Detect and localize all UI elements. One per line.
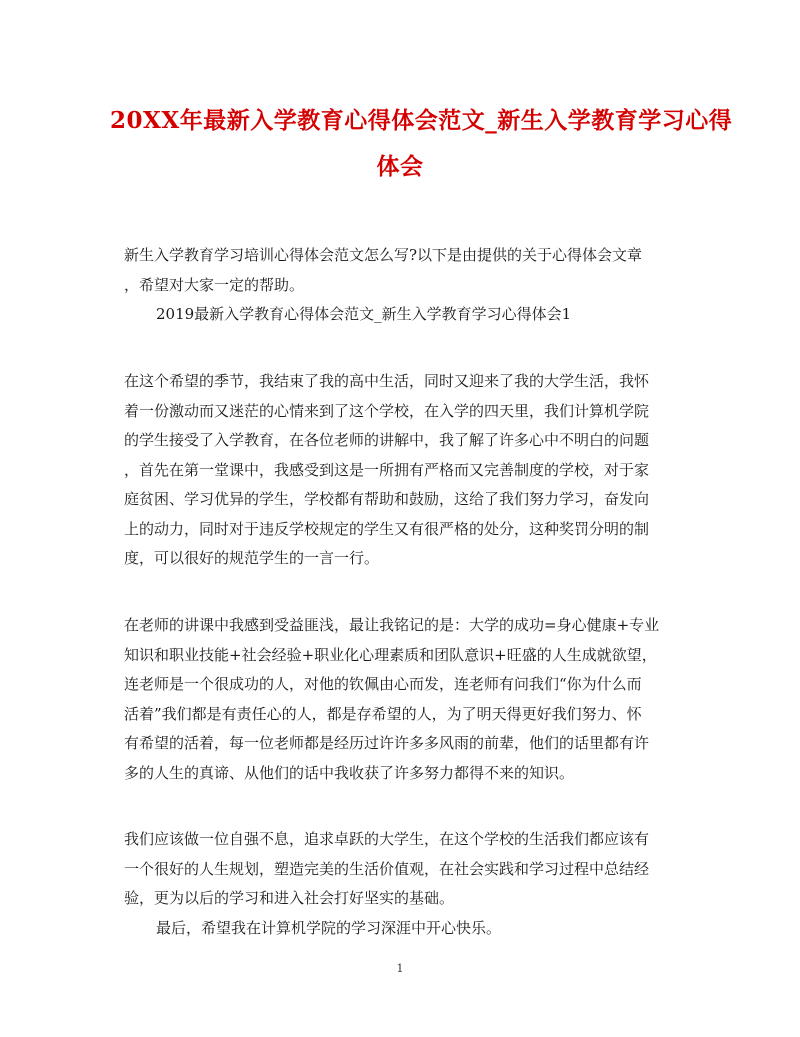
page-number: 1 bbox=[396, 962, 404, 975]
paragraph-line: 验，更为以后的学习和进入社会打好坚实的基础。 bbox=[124, 889, 455, 907]
paragraph-line: 度，可以很好的规范学生的一言一行。 bbox=[124, 549, 380, 567]
intro-paragraph bbox=[124, 241, 684, 330]
paragraph-line: 的学生接受了入学教育，在各位老师的讲解中，我了解了许多心中不明白的问题 bbox=[124, 431, 650, 449]
paragraph-line: 我们应该做一位自强不息，追求卓跃的大学生，在这个学校的生活我们都应该有 bbox=[124, 830, 650, 848]
paragraph-2 bbox=[124, 611, 684, 788]
intro-line: ，希望对大家一定的帮助。 bbox=[124, 275, 305, 294]
paragraph-1 bbox=[124, 367, 684, 574]
paragraph-line: 上的动力，同时对于违反学校规定的学生又有很严格的处分，这种奖罚分明的制 bbox=[124, 519, 650, 538]
paragraph-line: ，首先在第一堂课中，我感受到这是一所拥有严格而又完善制度的学校，对于家 bbox=[124, 460, 650, 479]
document-title bbox=[110, 98, 733, 190]
paragraph-line: 一个很好的人生规划，塑造完美的生活价值观，在社会实践和学习过程中总结经 bbox=[124, 859, 650, 878]
paragraph-line: 活着”我们都是有责任心的人，都是存希望的人，为了明天得更好我们努力、怀 bbox=[124, 704, 642, 723]
paragraph-3 bbox=[124, 825, 684, 943]
title-line-1: 20XX年最新入学教育心得体会范文_新生入学教育学习心得 bbox=[110, 107, 733, 134]
title-line-2: 体会 bbox=[376, 153, 424, 180]
paragraph-line: 在老师的讲课中我感到受益匪浅，最让我铭记的是：大学的成功=身心健康+专业 bbox=[124, 616, 660, 634]
paragraph-line: 庭贫困、学习优异的学生，学校都有帮助和鼓励，这给了我们努力学习，奋发向 bbox=[124, 490, 650, 508]
paragraph-line: 多的人生的真谛、从他们的话中我收获了许多努力都得不来的知识。 bbox=[124, 763, 575, 782]
intro-line: 新生入学教育学习培训心得体会范文怎么写?以下是由提供的关于心得体会文章 bbox=[124, 246, 643, 264]
closing-line: 最后，希望我在计算机学院的学习深涯中开心快乐。 bbox=[156, 918, 502, 937]
paragraph-line: 着一份激动而又迷茫的心情来到了这个学校，在入学的四天里，我们计算机学院 bbox=[124, 401, 650, 420]
paragraph-line: 有希望的活着，每一位老师都是经历过许许多多风雨的前辈，他们的话里都有许 bbox=[124, 734, 650, 752]
paragraph-line: 连老师是一个很成功的人，对他的钦佩由心而发，连老师有问我们“你为什么而 bbox=[124, 675, 642, 693]
section-subtitle: 2019最新入学教育心得体会范文_新生入学教育学习心得体会1 bbox=[156, 305, 572, 323]
paragraph-line: 知识和职业技能+社会经验+职业化心理素质和团队意识+旺盛的人生成就欲望， bbox=[124, 645, 657, 664]
paragraph-line: 在这个希望的季节，我结束了我的高中生活，同时又迎来了我的大学生活，我怀 bbox=[124, 372, 650, 390]
